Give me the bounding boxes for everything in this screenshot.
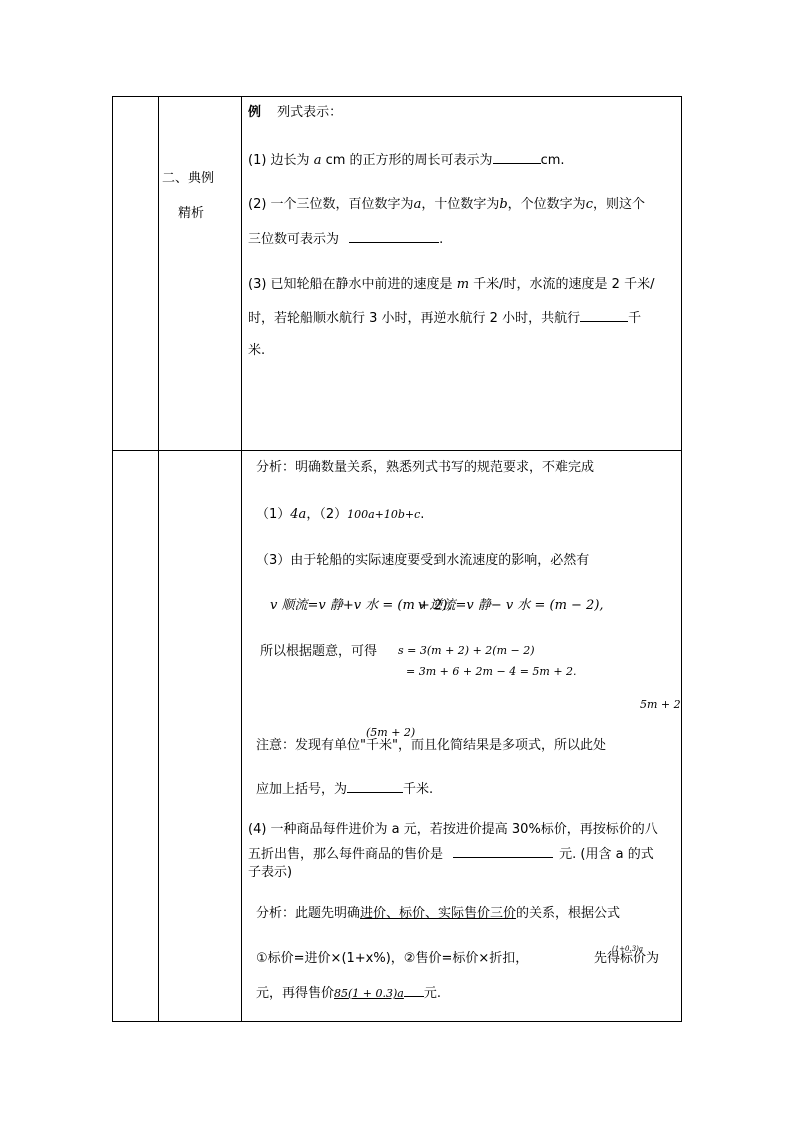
question-4-line1: (4) 一种商品每件进价为 a 元，若按进价提高 30%标价，再按标价的八: [248, 822, 658, 837]
q2-text-c: ，个位数字为: [507, 197, 586, 212]
q1-text-b: cm 的正方形的周长可表示为: [325, 153, 493, 168]
note-line1: 注意：发现有单位"千米"，而且化简结果是多项式，所以此处: [256, 738, 606, 753]
q2-var-b: b: [499, 197, 508, 212]
result-expression: 5m + 2: [640, 698, 681, 711]
q3-answer-blank[interactable]: [580, 309, 628, 322]
note-line2: [256, 780, 433, 799]
q1-text-a: (1) 边长为: [248, 153, 310, 168]
row-divider: [113, 450, 681, 451]
question-4-line3: 子表示): [248, 865, 293, 880]
column-divider-2: [241, 97, 242, 1021]
example-heading: [248, 104, 342, 122]
q4-answer-blank[interactable]: [453, 845, 553, 858]
question-3-line2: [248, 309, 641, 328]
analysis2-line3: [256, 984, 441, 1003]
distance-equation-1: s = 3(m + 2) + 2(m − 2): [398, 644, 535, 657]
q4-text-b: 元. (用含 a 的式: [559, 847, 654, 862]
note-answer-blank[interactable]: [347, 780, 403, 793]
analysis2-line1: [256, 905, 620, 923]
analysis-line5: 所以根据题意，可得: [260, 644, 378, 659]
downstream-speed-formula: v 顺流=v 静+v 水 = (m + 2),: [270, 598, 452, 613]
analysis2-text-b: 的关系，根据公式: [516, 906, 621, 921]
distance-equation-2: = 3m + 6 + 2m − 4 = 5m + 2.: [406, 665, 577, 678]
q1-text-c: cm.: [540, 153, 565, 168]
q3-text-b: 千米/时，水流的速度是 2 千米/: [473, 277, 655, 292]
analysis-part-2: ，（2）: [306, 507, 348, 522]
analysis2-overlap-text: 先得标价为: [594, 951, 660, 966]
upstream-speed-formula: v 逆流=v 静− v 水 = (m − 2),: [418, 598, 604, 613]
section-label-line2: 精析: [178, 206, 205, 221]
q2-text-e: 三位数可表示为: [248, 232, 340, 247]
answer-2: 100a+10b+c: [347, 508, 421, 521]
question-1: [248, 151, 565, 170]
example-label: 例: [248, 105, 262, 120]
sale-price-expression: 85(1 + 0.3)a: [334, 987, 404, 1000]
question-2-line2: [248, 230, 443, 249]
analysis-line3: （3）由于轮船的实际速度要受到水流速度的影响，必然有: [256, 553, 590, 568]
q2-text-d: ，则这个: [592, 197, 645, 212]
analysis2-text-c: 元，再得售价: [256, 986, 335, 1001]
q2-end: .: [439, 232, 444, 247]
q2-answer-blank[interactable]: [349, 230, 439, 243]
question-4-line2: [248, 845, 654, 864]
q2-var-a: a: [413, 197, 422, 212]
result-expression-bracketed: (5m + 2): [366, 726, 416, 739]
section-label-line1: 二、典例: [162, 171, 215, 186]
analysis2-text-a: 分析：此题先明确: [256, 906, 361, 921]
note-text-b: 千米.: [403, 782, 434, 797]
analysis-line2: [256, 506, 424, 524]
q2-text-a: (2) 一个三位数，百位数字为: [248, 197, 414, 212]
analysis2-underlined: 进价、标价、实际售价三价: [360, 906, 517, 921]
analysis2-overlap-expr: (1+0.3)a: [612, 945, 644, 953]
q2-text-b: ，十位数字为: [421, 197, 500, 212]
analysis-part-1: （1）: [256, 507, 291, 522]
analysis-part-3: .: [420, 507, 425, 522]
q1-var: a: [313, 153, 322, 168]
q2-var-c: c: [585, 197, 593, 212]
question-2-line1: [248, 196, 645, 214]
q1-answer-blank[interactable]: [493, 151, 541, 164]
q3-text-d: 千: [628, 311, 642, 326]
q3-var-m: m: [456, 277, 470, 292]
analysis-line1: 分析：明确数量关系，熟悉列式书写的规范要求，不难完成: [256, 460, 595, 475]
analysis2-line2: ①标价=进价×(1+x%)，②售价=标价×折扣，: [256, 951, 529, 966]
q3-text-a: (3) 已知轮船在静水中前进的速度是: [248, 277, 453, 292]
question-3-line3: 米.: [248, 343, 266, 358]
column-divider-1: [158, 97, 159, 1021]
note-text-a: 应加上括号，为: [256, 782, 348, 797]
analysis2-blank[interactable]: [404, 984, 424, 997]
example-intro: 列式表示：: [277, 105, 343, 120]
question-3-line1: [248, 276, 654, 294]
analysis2-text-d: 元.: [423, 986, 441, 1001]
answer-1: 4a: [290, 507, 307, 522]
q4-text-a: 五折出售，那么每件商品的售价是: [248, 847, 444, 862]
q3-text-c: 时，若轮船顺水航行 3 小时，再逆水航行 2 小时，共航行: [248, 311, 581, 326]
